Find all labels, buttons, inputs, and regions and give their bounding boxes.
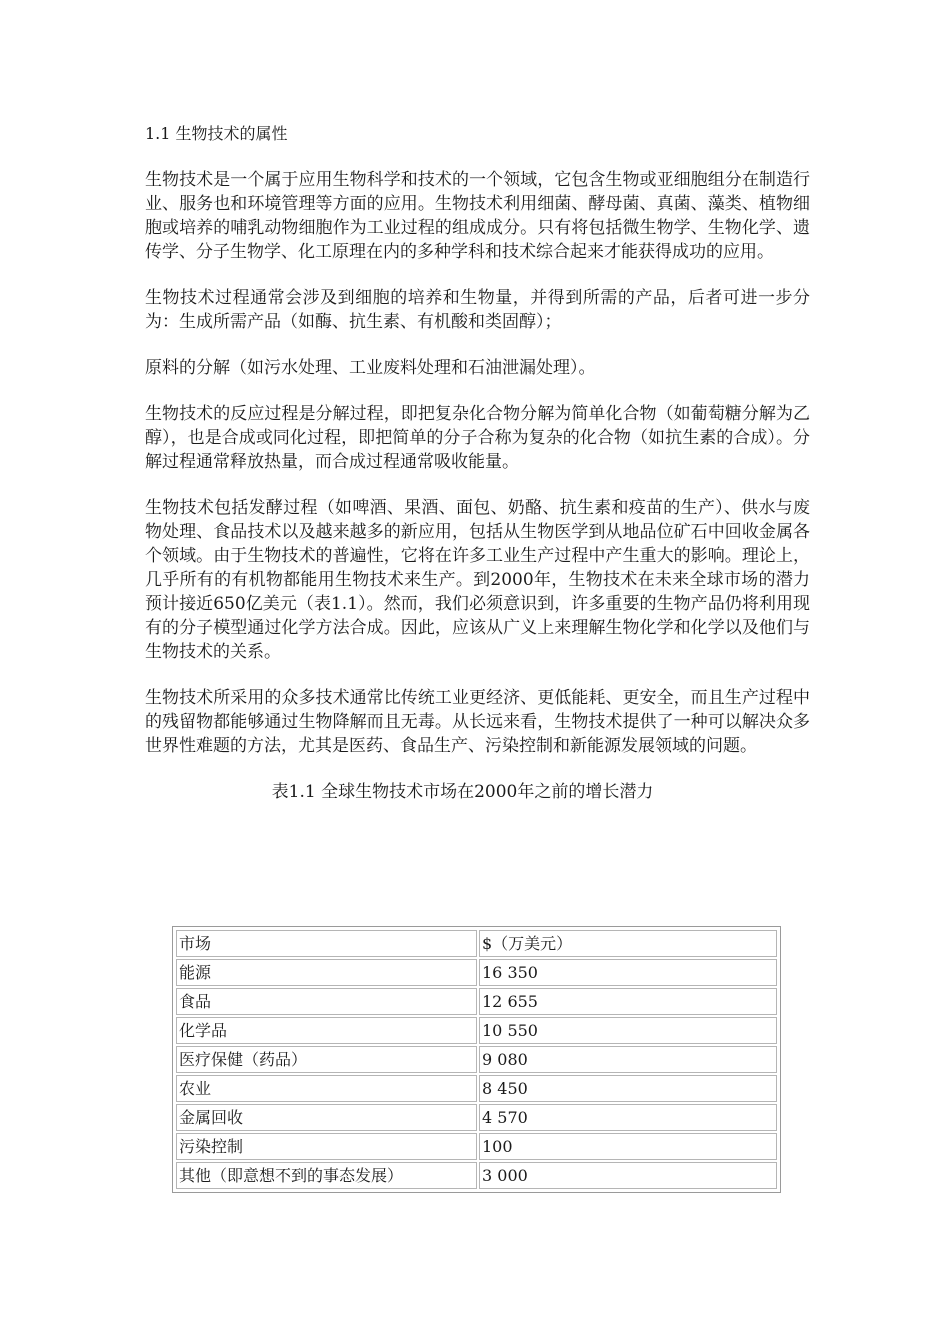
market-cell: 农业 — [176, 1075, 477, 1102]
table-row — [176, 1104, 777, 1131]
table-row — [176, 1046, 777, 1073]
paragraph: 生物技术包括发酵过程（如啤酒、果酒、面包、奶酪、抗生素和疫苗的生产）、供水与废物处理、食品技术以及越来越多的新应用，包括从生物医学到从地品位矿石中回收金属各个领域。由于生物技术的普遍性，它将在许多工业生产过程中产生重大的影响。理论上，几乎所有的有机物都能用生物技术来生产。到2000年，生物技术在未来全球市场的潜力预计接近650亿美元（表1.1）。然而，我们必须意识到，许多重要的生物产品仍将利用现有的分子模型通过化学方法合成。因此，应该从广义上来理解生物化学和化学以及他们与生物技术的关系。 — [145, 498, 810, 662]
value-cell: 12 655 — [479, 988, 777, 1015]
document-body — [145, 122, 810, 822]
table-row — [176, 1133, 777, 1160]
table-row — [176, 1075, 777, 1102]
value-cell: 3 000 — [479, 1162, 777, 1189]
market-table — [174, 928, 779, 1191]
table-row — [176, 1017, 777, 1044]
market-cell: 食品 — [176, 988, 477, 1015]
market-cell: 化学品 — [176, 1017, 477, 1044]
section-heading: 1.1 生物技术的属性 — [145, 124, 288, 143]
paragraph: 原料的分解（如污水处理、工业废料处理和石油泄漏处理）。 — [145, 358, 596, 378]
market-cell: 金属回收 — [176, 1104, 477, 1131]
paragraph: 生物技术的反应过程是分解过程，即把复杂化合物分解为简单化合物（如葡萄糖分解为乙醇），也是合成或同化过程，即把简单的分子合称为复杂的化合物（如抗生素的合成）。分解过程通常释放热量，而合成过程通常吸收能量。 — [145, 404, 810, 472]
header-cell-value: $（万美元） — [479, 930, 777, 957]
paragraph: 生物技术所采用的众多技术通常比传统工业更经济、更低能耗、更安全，而且生产过程中的残留物都能够通过生物降解而且无毒。从长远来看，生物技术提供了一种可以解决众多世界性难题的方法，尤其是医药、食品生产、污染控制和新能源发展领域的问题。 — [145, 688, 810, 756]
market-cell: 能源 — [176, 959, 477, 986]
table-header-row — [176, 930, 777, 957]
value-cell: 100 — [479, 1133, 777, 1160]
table-row — [176, 959, 777, 986]
header-cell-market: 市场 — [176, 930, 477, 957]
market-table-frame — [172, 926, 781, 1193]
value-cell: 16 350 — [479, 959, 777, 986]
market-cell: 医疗保健（药品） — [176, 1046, 477, 1073]
paragraph: 生物技术是一个属于应用生物科学和技术的一个领域，它包含生物或亚细胞组分在制造行业、服务也和环境管理等方面的应用。生物技术利用细菌、酵母菌、真菌、藻类、植物细胞或培养的哺乳动物细胞作为工业过程的组成成分。只有将包括微生物学、生物化学、遗传学、分子生物学、化工原理在内的多种学科和技术综合起来才能获得成功的应用。 — [145, 170, 810, 262]
value-cell: 9 080 — [479, 1046, 777, 1073]
paragraph: 生物技术过程通常会涉及到细胞的培养和生物量，并得到所需的产品，后者可进一步分为：生成所需产品（如酶、抗生素、有机酸和类固醇）； — [145, 288, 810, 332]
market-cell: 其他（即意想不到的事态发展） — [176, 1162, 477, 1189]
value-cell: 10 550 — [479, 1017, 777, 1044]
value-cell: 4 570 — [479, 1104, 777, 1131]
table-row — [176, 988, 777, 1015]
value-cell: 8 450 — [479, 1075, 777, 1102]
market-cell: 污染控制 — [176, 1133, 477, 1160]
table-row — [176, 1162, 777, 1189]
table-caption: 表1.1 全球生物技术市场在2000年之前的增长潜力 — [271, 782, 654, 802]
